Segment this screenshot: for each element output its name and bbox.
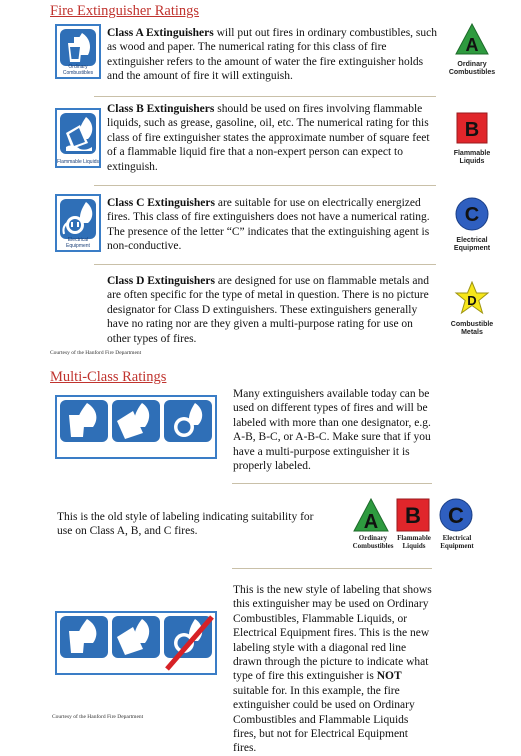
ordinary-combustibles-icon bbox=[55, 24, 101, 79]
badge-caption-line: Electrical bbox=[442, 534, 472, 542]
old-style-badges bbox=[352, 497, 480, 553]
badge-caption-line: Equipment bbox=[440, 542, 474, 550]
yellow-star-icon bbox=[454, 281, 490, 315]
badge-caption bbox=[395, 534, 433, 550]
badge-caption-line: Metals bbox=[461, 329, 483, 336]
badge-letter: C bbox=[448, 503, 464, 528]
class-a-badge bbox=[444, 23, 500, 77]
badge-caption-line: Ordinary bbox=[358, 534, 388, 542]
badge-caption bbox=[438, 534, 476, 550]
badge-caption-line: Equipment bbox=[453, 245, 491, 252]
class-c-heading: Class C Extinguishers bbox=[107, 197, 215, 209]
badge-letter: B bbox=[405, 503, 421, 528]
badge-caption-line: Combustible bbox=[450, 321, 494, 328]
badge-caption bbox=[352, 534, 394, 550]
new-style-text: This is the new style of labeling that shows this extinguisher may be used on Ordinary Combustibles, Flammable Liquids, or Electrical Equipment fires. This is the new labeling style with a diagonal red line drawn through the picture to indicate what type of fire this extinguisher is bbox=[233, 584, 432, 683]
class-d-description bbox=[107, 274, 437, 346]
class-b-badge bbox=[444, 112, 500, 166]
class-c-description bbox=[107, 196, 437, 254]
badge-letter: A bbox=[465, 35, 479, 55]
divider bbox=[232, 483, 432, 484]
ab-not-c-icon-strip bbox=[55, 611, 217, 675]
class-a-description bbox=[107, 26, 437, 84]
old-style-description: This is the old style of labeling indicating suitability for use on Class A, B, and C fires. bbox=[57, 511, 314, 538]
class-b-description bbox=[107, 102, 437, 174]
badge-caption-line: Flammable bbox=[397, 534, 431, 542]
badge-caption bbox=[444, 61, 500, 77]
blue-circle-icon bbox=[455, 197, 489, 231]
badge-caption bbox=[444, 150, 500, 166]
badge-letter: D bbox=[467, 293, 477, 308]
class-d-badge bbox=[444, 281, 500, 337]
tile-label: Electrical Equipment bbox=[66, 237, 90, 249]
new-style-description bbox=[233, 583, 433, 756]
badge-caption bbox=[444, 237, 500, 253]
badge-letter: A bbox=[363, 511, 379, 533]
divider bbox=[232, 568, 432, 569]
badge-caption bbox=[444, 321, 500, 337]
badge-caption-line: Liquids bbox=[402, 542, 426, 550]
class-b-text: should be used on fires involving flammable liquids, such as grease, gasoline, oil, etc. The numerical rating for this class of fire extinguisher states the approximate number of square feet of a flammable liquid fire that a non-expert person can expect to extinguish. bbox=[107, 103, 430, 173]
badge-caption-line: Electrical bbox=[456, 237, 488, 244]
multi-class-intro: Many extinguishers available today can be used on different types of fires and will be labeled with more than one designator, e.g. A-B, B-C, or A-B-C. Make sure that if you have a multi-purpose extinguisher it is properly labeled. bbox=[233, 388, 431, 473]
badge-caption-line: Liquids bbox=[459, 158, 485, 165]
badge-caption-line: Combustibles bbox=[448, 69, 496, 76]
class-c-text: are suitable for use on electrically energized fires. This class of fire extinguishers does not have a numerical rating. The presence of the letter “C” indicates that the extinguishing agent is non-conductive. bbox=[107, 197, 430, 253]
electrical-equipment-icon bbox=[55, 194, 101, 252]
new-style-emphasis: NOT bbox=[376, 670, 402, 683]
green-triangle-icon bbox=[455, 23, 489, 55]
class-a-text: will put out fires in ordinary combustibles, such as wood and paper. The numerical rating for this class of fire extinguisher refers to the amount of water the fire extinguisher holds and the amount of fire it will extinguish. bbox=[107, 27, 437, 83]
courtesy-note: Courtesy of the Hanford Fire Department bbox=[52, 714, 144, 720]
red-square-icon bbox=[456, 112, 488, 144]
class-a-heading: Class A Extinguishers bbox=[107, 27, 214, 39]
abc-icon-strip bbox=[55, 395, 217, 459]
class-d-heading: Class D Extinguishers bbox=[107, 275, 215, 287]
section-title-multi-class: Multi-Class Ratings bbox=[50, 369, 167, 385]
divider bbox=[94, 185, 436, 186]
section-title-fire-ratings: Fire Extinguisher Ratings bbox=[50, 3, 200, 19]
badge-letter: B bbox=[464, 119, 480, 141]
tile-label: Flammable Liquids bbox=[57, 158, 99, 165]
new-style-text: suitable for. In this example, the fire extinguisher could be used on Ordinary Combustibles and Flammable Liquids fires, but not for Electrical Equipment fires. bbox=[233, 684, 415, 755]
tile-label: Ordinary Combustibles bbox=[62, 64, 94, 76]
badge-caption-line: Ordinary bbox=[457, 61, 487, 68]
class-d-text: are designed for use on flammable metals and are often specific for the type of metal in question. There is no picture designator for Class D extinguishers. These extinguishers generally have no rating nor are they given a multi-purpose rating for use on other types of fires. bbox=[107, 275, 429, 345]
divider bbox=[94, 264, 436, 265]
divider bbox=[94, 96, 436, 97]
badge-letter: C bbox=[464, 204, 480, 226]
class-b-heading: Class B Extinguishers bbox=[107, 103, 215, 115]
badge-caption-line: Flammable bbox=[453, 150, 491, 157]
flammable-liquids-icon bbox=[55, 108, 101, 168]
class-c-badge bbox=[444, 197, 500, 253]
courtesy-note: Courtesy of the Hanford Fire Department bbox=[50, 350, 142, 356]
badge-caption-line: Combustibles bbox=[352, 542, 394, 550]
